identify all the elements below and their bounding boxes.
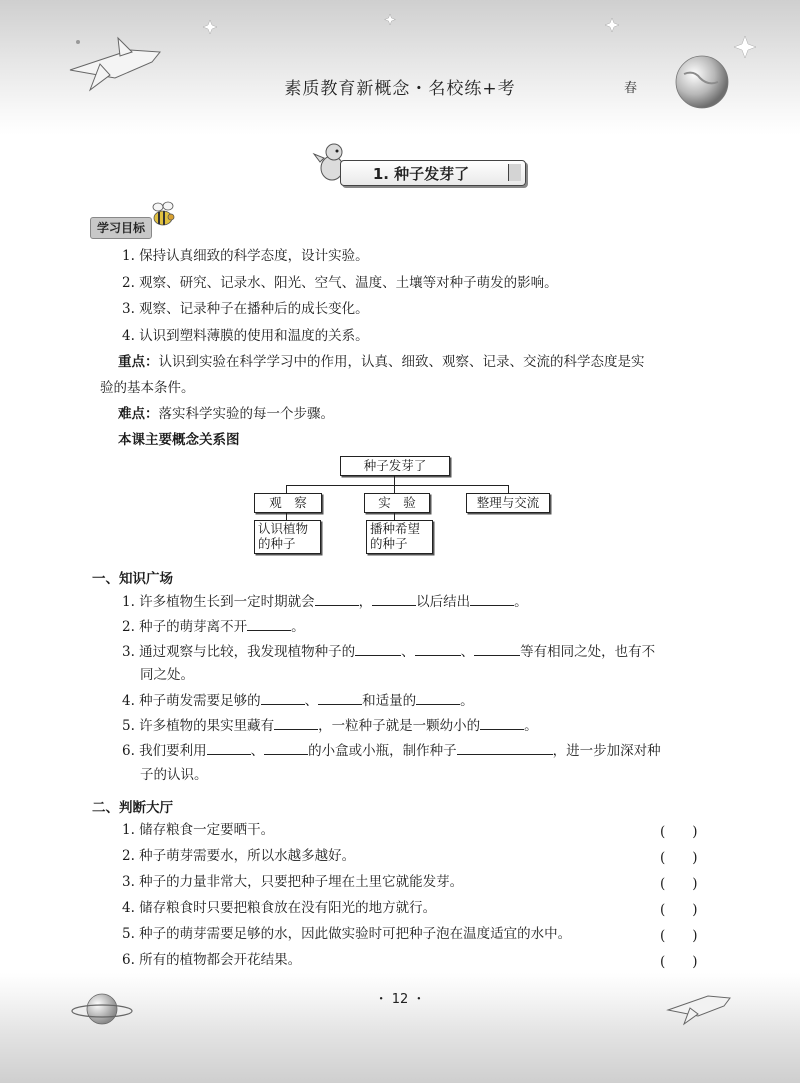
- section-heading-judgement: 二、判断大厅: [92, 800, 173, 816]
- goal-item: 4. 认识到塑料薄膜的使用和温度的关系。: [122, 328, 369, 344]
- page-number: ・ 12 ・: [374, 992, 426, 1007]
- question-text: 等有相同之处，也有不: [520, 644, 656, 660]
- concept-experiment: 实 验: [364, 493, 430, 513]
- answer-blank[interactable]: [315, 591, 359, 606]
- lesson-title-banner: [312, 140, 532, 190]
- question-text: ，: [358, 594, 373, 610]
- star-sparkles-icon: [0, 0, 800, 135]
- question-text: 6. 我们要利用: [122, 743, 207, 759]
- answer-blank[interactable]: [470, 591, 514, 606]
- concept-observe-leaf: [254, 520, 321, 554]
- question-text: 、: [250, 743, 265, 759]
- question-text: 、: [401, 644, 415, 660]
- question-text: ，一粒种子就是一颗幼小的: [318, 718, 481, 734]
- difficulty-text: 落实科学实验的每一个步骤。: [158, 406, 334, 422]
- judge-question: 5. 种子的萌芽需要足够的水，因此做实验时可把种子泡在温度适宜的水中。: [122, 926, 572, 942]
- section-heading-knowledge: 一、知识广场: [92, 571, 173, 587]
- answer-blank[interactable]: [207, 740, 251, 755]
- key-point-text: 认识到实验在科学学习中的作用，认真、细致、观察、记录、交流的科学态度是实: [158, 354, 645, 370]
- answer-paren[interactable]: ( ): [660, 928, 698, 944]
- bee-icon: [146, 198, 180, 232]
- question-text: 5. 许多植物的果实里藏有: [122, 718, 275, 734]
- judge-question: 1. 储存粮食一定要晒干。: [122, 822, 275, 838]
- concept-root: 种子发芽了: [340, 456, 450, 476]
- key-point-label: 重点：: [118, 354, 159, 370]
- question-text: 以后结出: [416, 594, 471, 610]
- question-text: 、: [304, 693, 319, 709]
- answer-blank[interactable]: [416, 690, 460, 705]
- fill-question-3: [122, 641, 655, 662]
- goal-item: 2. 观察、研究、记录水、阳光、空气、温度、土壤等对种子萌发的影响。: [122, 275, 558, 291]
- question-text: ，进一步加深对种: [552, 743, 661, 759]
- answer-blank[interactable]: [274, 715, 318, 730]
- answer-blank[interactable]: [415, 641, 461, 656]
- question-text: 和适量的: [362, 693, 417, 709]
- answer-paren[interactable]: ( ): [660, 824, 698, 840]
- question-text: 4. 种子萌发需要足够的: [122, 693, 261, 709]
- key-point: [118, 352, 645, 372]
- leaf-line: 认识植物: [258, 521, 309, 536]
- learning-goals-badge: 学习目标: [90, 217, 152, 239]
- fill-question-5: [122, 715, 538, 736]
- concept-experiment-leaf: [366, 520, 433, 554]
- fill-question-2: [122, 616, 305, 637]
- difficulty-point: [118, 404, 334, 424]
- goal-item: 1. 保持认真细致的科学态度，设计实验。: [122, 248, 369, 264]
- lesson-title-box: [340, 160, 526, 186]
- concept-summary: 整理与交流: [466, 493, 550, 513]
- question-text: 、: [460, 644, 475, 660]
- answer-blank[interactable]: [318, 690, 362, 705]
- key-point-continued: 验的基本条件。: [100, 380, 195, 396]
- question-text: 。: [291, 619, 305, 635]
- goal-item: 3. 观察、记录种子在播种后的成长变化。: [122, 301, 369, 317]
- answer-blank[interactable]: [247, 616, 291, 631]
- judge-question: 3. 种子的力量非常大，只要把种子埋在土里它就能发芽。: [122, 874, 464, 890]
- answer-paren[interactable]: ( ): [660, 954, 698, 970]
- answer-paren[interactable]: ( ): [660, 902, 698, 918]
- answer-blank[interactable]: [480, 715, 524, 730]
- leaf-line: 的种子: [370, 536, 408, 551]
- judge-question: 6. 所有的植物都会开花结果。: [122, 952, 302, 968]
- answer-paren[interactable]: ( ): [660, 876, 698, 892]
- fill-question-4: [122, 690, 474, 711]
- fill-question-6: [122, 740, 661, 761]
- question-text: 1. 许多植物生长到一定时期就会: [122, 594, 315, 610]
- season-label: 春: [624, 81, 638, 96]
- answer-blank[interactable]: [372, 591, 416, 606]
- question-text: 2. 种子的萌芽离不开: [122, 619, 248, 635]
- fill-question-6-continued: 子的认识。: [140, 767, 208, 783]
- leaf-line: 播种希望: [370, 521, 421, 536]
- answer-blank[interactable]: [355, 641, 401, 656]
- leaf-line: 的种子: [258, 536, 296, 551]
- book-series-title: 素质教育新概念・名校练+考: [284, 79, 516, 99]
- question-text: 3. 通过观察与比较，我发现植物种子的: [122, 644, 356, 660]
- answer-blank[interactable]: [261, 690, 305, 705]
- concept-observe: 观 察: [254, 493, 322, 513]
- answer-blank[interactable]: [474, 641, 520, 656]
- concept-map-title: 本课主要概念关系图: [118, 432, 240, 448]
- question-text: 的小盒或小瓶，制作种子: [308, 743, 457, 759]
- fill-question-3-continued: 同之处。: [140, 667, 194, 683]
- lesson-title-tab: [508, 164, 521, 181]
- fill-question-1: [122, 591, 528, 612]
- answer-blank[interactable]: [457, 740, 553, 755]
- question-text: 。: [460, 693, 474, 709]
- difficulty-label: 难点：: [118, 406, 159, 422]
- connector-line: [286, 485, 508, 486]
- answer-blank[interactable]: [264, 740, 308, 755]
- question-text: 。: [514, 594, 528, 610]
- judge-question: 2. 种子萌芽需要水，所以水越多越好。: [122, 848, 356, 864]
- lesson-title: 1. 种子发芽了: [372, 165, 470, 183]
- question-text: 。: [524, 718, 538, 734]
- judge-question: 4. 储存粮食时只要把粮食放在没有阳光的地方就行。: [122, 900, 437, 916]
- answer-paren[interactable]: ( ): [660, 850, 698, 866]
